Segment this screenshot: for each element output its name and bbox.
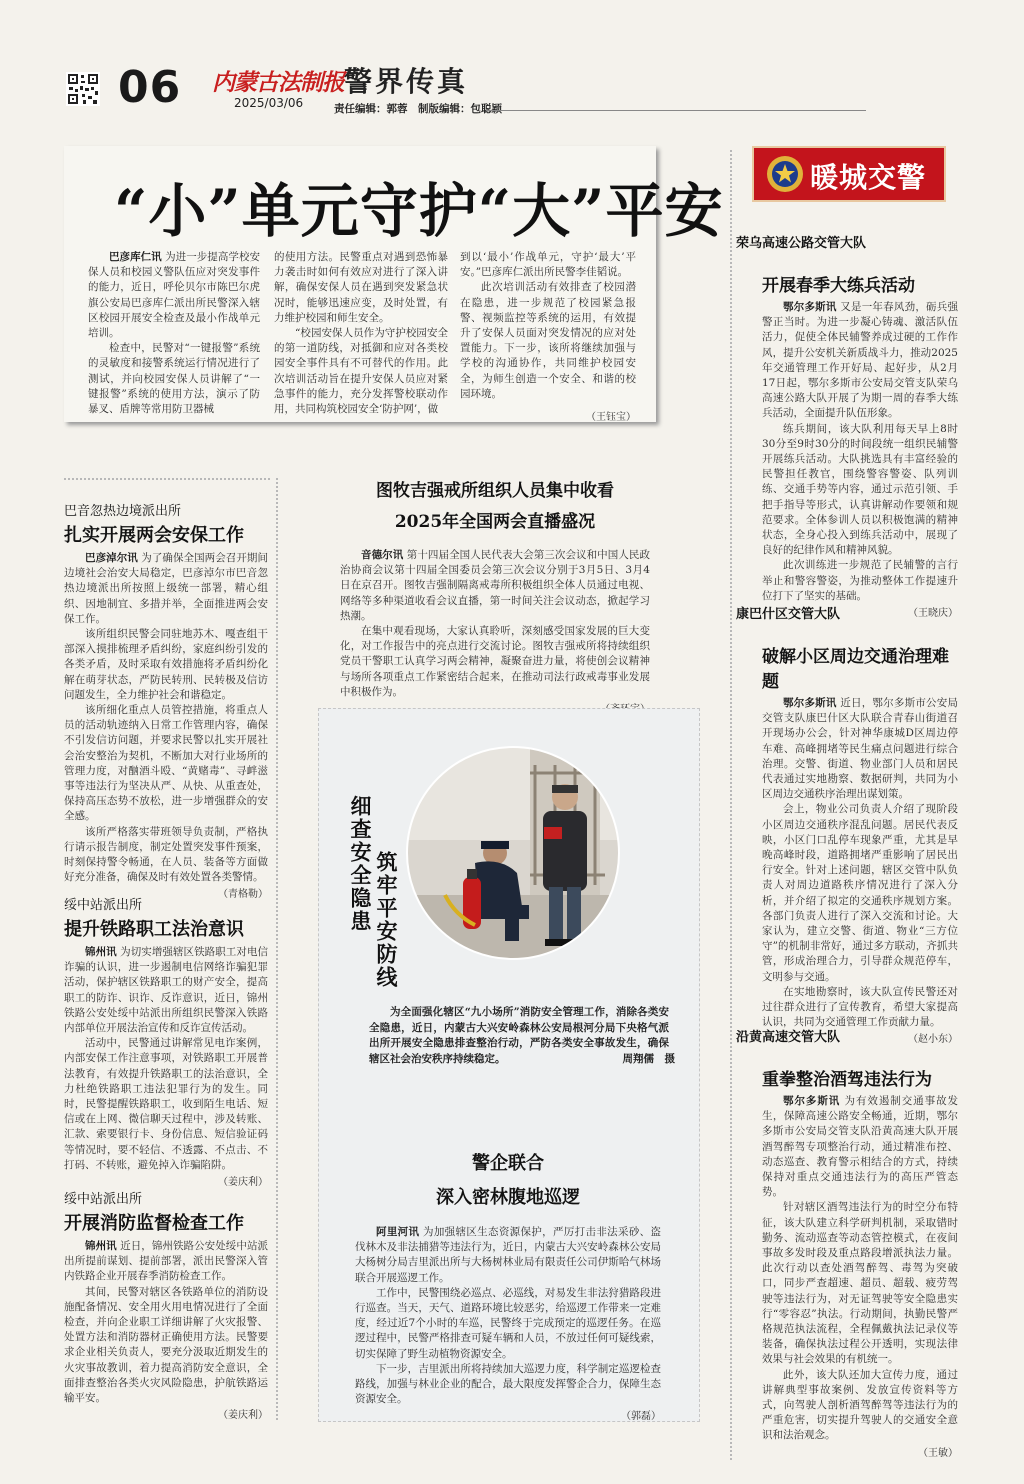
left-s3-byline: （姜庆利）	[218, 1410, 268, 1422]
photo-side-caption-a: 细查安全隐患	[348, 795, 373, 933]
center-section-1	[340, 476, 650, 717]
top-story-byline: （王钰宝）	[586, 412, 636, 424]
top-story-col3: 到以‘最小’作战单元，守护‘最大’平安。”巴彦库仁派出所民警李佳韬说。 此次培训活动有效排查了校园潜在隐患，进一步规范了校园紧急报警、视频监控等系统的运用，有效提升了安保人员面对突发情况的应对处置能力。下一步，该所将继续加强与学校的沟通协作，共同维护校园安全，为师生创造一个安全、和谐的校园环境。 （王钰宝）	[460, 250, 636, 425]
right-section-3	[736, 1026, 959, 1461]
center-s2-title-1: 警企联合	[472, 1153, 544, 1174]
right-s1-title: 开展春季大练兵活动	[762, 276, 915, 296]
right-s2-bar: 康巴什区交管大队	[736, 607, 841, 622]
photo-feature-box	[318, 708, 700, 1422]
editor-credits: 责任编辑：郭蓉 制版编辑：包聪颖	[334, 103, 502, 115]
right-s1-byline: （王晓庆）	[908, 608, 958, 620]
left-s2-title: 提升铁路职工法治意识	[64, 919, 244, 940]
banner-title: 暖城交警	[810, 161, 927, 194]
page-number: 06	[118, 62, 182, 113]
left-s2-kicker: 绥中站派出所	[64, 898, 143, 913]
header-rule	[486, 110, 866, 111]
left-col-divider	[276, 478, 278, 1420]
masthead-logo: 内蒙古法制报	[212, 69, 344, 96]
left-s1-body: 巴彦淖尔讯 为了确保全国两会召开期间边境社会治安大局稳定，巴彦淖尔市巴音忽热边境派出所按照上级统一部署，精心组织、因地制宜、多措并举，全面推进两会安保工作。 该所组织民警会同驻地苏木、嘎查组干部深入摸排梳理矛盾纠纷，家庭纠纷引发的各类矛盾，及时采取有效措施将矛盾纠纷化解在萌芽状态，严防民转刑、民转极及信访问题发生，全力维护社会和谐稳定。 该所细化重点人员管控措施，将重点人员的活动轨迹纳入日常工作管理内容，确保不引发信访问题，并要求民警以扎实开展社会治安整治为契机，不断加大对行业场所的管理力度，对酗酒斗殴、“黄赌毒”、寻衅滋事等违法行为坚决从严、从快、从重查处，保持高压态势不放松，进一步增强群众的安全感。 该所严格落实带班领导负责制，严格执行请示报告制度，制定处置突发事件预案，时刻保持警令畅通，在人员、装备等方面做好充分准备，确保及时有效处置各类警情。 （青格勒）	[64, 551, 268, 903]
top-story-box	[64, 146, 724, 424]
left-s2-body: 锦州讯 为切实增强辖区铁路职工对电信诈骗的认识，进一步遏制电信网络诈骗犯罪活动，保护辖区铁路职工的财产安全，提高职工的防诈、识诈、反诈意识，近日，锦州铁路公安处绥中站派出所组织民警深入铁路内部单位开展法治宣传和反诈宣传活动。 活动中，民警通过讲解常见电诈案例，内部安保工作注意事项，对铁路职工开展普法教育，有效提升铁路职工的法治意识，全力杜绝铁路职工违法犯罪行为的发生。同时，民警提醒铁路职工，收到陌生电话、短信或在上网、微信聊天过程中，涉及转账、汇款、索要银行卡、身份信息、短信验证码等情况时，要不轻信、不透露、不点击、不打码、不转账，避免掉入诈骗陷阱。 （姜庆利）	[64, 945, 268, 1190]
center-s1-body: 音德尔讯 第十四届全国人民代表大会第三次会议和中国人民政治协商会议第十四届全国委员会第三次会议分别于3月5日、3月4日在京召开。图牧吉强制隔离戒毒所积极组织全体人员通过电视、网络等多种渠道收看会议直播，第一时间关注会议动态，掀起学习热潮。 在集中观看现场，大家认真聆听，深刻感受国家发展的巨大变化，对工作报告中的亮点进行交流讨论。图牧吉强戒所将持续组织党员干警职工认真学习两会精神，凝聚奋进力量，将使创会议精神与场所各项重点工作紧密结合起来，在推动司法行政戒毒事业发展中积极作为。	[340, 548, 650, 717]
left-section-2	[64, 894, 268, 1190]
center-section-2	[343, 1149, 673, 1425]
left-section-1	[64, 500, 268, 903]
inspection-photo	[405, 745, 621, 961]
right-s1-bar: 荣乌高速公路交管大队	[736, 236, 867, 251]
police-badge-icon	[766, 155, 804, 193]
right-section-2	[736, 603, 959, 1048]
issue-date: 2025/03/06	[234, 96, 304, 110]
left-s1-kicker: 巴音忽热边境派出所	[64, 504, 182, 519]
left-s1-byline: （青格勒）	[218, 889, 268, 901]
right-s1-body: 鄂尔多斯讯 又是一年春风劲，砺兵强警正当时。为进一步凝心铸魂、激活队伍活力，促使全体民辅警养成过硬的工作作风，提升公安机关新质战斗力，推动2025年交通管理工作开好局、起好步，从2月17日起，鄂尔多斯市公安局交管支队荣乌高速公路大队开展了为期一周的春季大练兵活动，全面提升队伍形象。 练兵期间，该大队利用每天早上8时30分至9时30分的时间段统一组织民辅警开展练兵活动。大队挑选具有丰富经验的民警担任教官，围绕警容警姿、队列训练、交通手势等内容，通过示范引领、手把手指导等形式，认真讲解动作要领和规范要求。全体参训人员以积极饱满的精神状态，全身心投入到练兵活动中，展现了良好的纪律作风和精神风貌。 此次训练进一步规范了民辅警的言行举止和警容警姿，为推动整体工作提速升位打下了坚实的基础。 （王晓庆）	[762, 300, 958, 621]
center-s1-title-2: 2025年全国两会直播盛况	[394, 512, 596, 532]
left-s2-byline: （姜庆利）	[218, 1177, 268, 1189]
center-s2-title-2: 深入密林腹地巡逻	[436, 1187, 580, 1208]
right-col-divider	[730, 150, 732, 1460]
left-top-rule	[64, 478, 270, 480]
top-story-col2: 的使用方法。民警重点对遇到恐怖暴力袭击时如何有效应对进行了深入讲解，确保安保人员在遇到突发紧急状况时，能够迅速应变，及时处置，有力维护校园和师生安全。 “校园安保人员作为守护校园安全的第一道防线，对抵御和应对各类校园安全事件具有不可替代的作用。此次培训活动旨在提升安保人员应对紧急事件的能力，充分发挥警校联动作用，共同构筑校园安全‘防护网’，做	[274, 251, 448, 416]
page-header	[0, 0, 1024, 122]
section-title: 警界传真	[344, 65, 469, 98]
right-banner	[752, 146, 946, 202]
left-section-3	[64, 1188, 268, 1423]
top-story-headline: “小”单元守护“大”平安	[114, 177, 724, 245]
photo-side-caption-b: 筑牢平安防线	[374, 851, 399, 989]
top-story-col1: 巴彦库仁讯 为进一步提高学校安保人员和校园义警队伍应对突发事件的能力，近日，呼伦贝尔市陈巴尔虎旗公安局巴彦库仁派出所民警深入辖区校园开展安全检查及最小作战单元培训。 检查中，民警对“一键报警”系统的灵敏度和接警系统运行情况进行了测试，并向校园安保人员讲解了“一键报警”系统的使用方法，演示了防暴叉、盾牌等常用防卫器械	[88, 251, 260, 416]
left-s3-title: 开展消防监督检查工作	[64, 1213, 244, 1234]
right-s3-title: 重拳整治酒驾违法行为	[762, 1070, 932, 1090]
center-s2-body: 阿里河讯 为加强辖区生态资源保护，严厉打击非法采砂、盗伐林木及非法捕猎等违法行为，近日，内蒙古大兴安岭森林公安局大杨树分局吉里派出所与大杨树林业局有限责任公司伊斯哈气林场联合开展巡逻工作。 工作中，民警围绕必巡点、必巡线，对易发生非法狩猎路段进行巡查。当天，天气、道路环境比较恶劣，给巡逻工作带来一定难度，经过近7个小时的车巡，民警终于完成预定的巡逻任务。在巡逻过程中，民警严格排查可疑车辆和人员，不放过任何可疑线索，切实保障了野生动植物资源安全。 下一步，吉里派出所将持续加大巡逻力度，科学制定巡逻检查路线，加强与林业企业的配合，最大限度发挥警企合力，保障生态资源安全。 （郭磊）	[343, 1225, 673, 1425]
right-s3-body: 鄂尔多斯讯 为有效遏制交通事故发生，保障高速公路安全畅通，近期，鄂尔多斯市公安局交管支队沿黄高速大队开展酒驾醉驾专项整治行动，通过精准布控、动态巡查、教育警示相结合的方式，持续保持对重点交通违法行为的高压严管态势。 针对辖区酒驾违法行为的时空分布特征，该大队建立科学研判机制，采取错时勤务、流动巡查等动态管控模式，在夜间事故多发时段及重点路段增派执法力量。此次行动以查处酒驾醉驾、毒驾为突破口，同步严查超速、超员、超载、疲劳驾驶等违法行为，对无证驾驶等安全隐患实行“零容忍”执法。行动期间，执勤民警严格规范执法流程，全程佩戴执法记录仪等装备，确保执法过程公开透明，实现法律效果与社会效果的有机统一。 此外，该大队还加大宣传力度，通过讲解典型事故案例、发放宣传资料等方式，向驾驶人剖析酒驾醉驾等违法行为的严重危害，切实提升驾驶人的交通安全意识和法治观念。 （王敏）	[762, 1094, 958, 1461]
right-s3-bar: 沿黄高速交管大队	[736, 1030, 841, 1045]
right-s2-title: 破解小区周边交通治理难题	[762, 647, 949, 692]
qr-code-icon[interactable]	[66, 72, 100, 106]
right-section-1	[736, 232, 959, 621]
right-s2-body: 鄂尔多斯讯 近日，鄂尔多斯市公安局交管支队康巴什区大队联合青春山街道召开现场办公会，针对神华康城D区周边停车难、高峰拥堵等民生痛点问题进行综合治理。交警、街道、物业部门人员和居民代表通过实地勘察、数据研判，共同为小区周边交通秩序治理出谋划策。 会上，物业公司负责人介绍了现阶段小区周边交通秩序混乱问题。居民代表反映，小区门口乱停车现象严重，尤其是早晚高峰时段，道路拥堵严重影响了居民出行安全。针对上述问题，辖区交管中队负责人对周边道路秩序情况进行了深入分析，并介绍了拟定的交通秩序规划方案。各部门负责人进行了深入交流和讨论。大家认为，建立交警、街道、物业“三方位守”的机制非常好，通过多方联动，齐抓共管，形成治理合力，引导群众规范停车，文明参与交通。 在实地勘察时，该大队宣传民警还对过往群众进行了宣传教育，希望大家提高认识，共同为交通管理工作贡献力量。 （赵小东）	[762, 696, 958, 1048]
center-s1-title-1: 图牧吉强戒所组织人员集中收看	[376, 481, 614, 501]
left-s3-body: 锦州讯 近日，锦州铁路公安处绥中站派出所提前谋划、提前部署，派出民警深入管内铁路企业开展春季消防检查工作。 其间，民警对辖区各铁路单位的消防设施配备情况、安全用火用电情况进行了全面检查，并向企业职工详细讲解了火灾报警、处置方法和消防器材正确使用方法。民警要求企业相关负责人，要充分汲取近期发生的火灾事故教训，着力提高消防安全意识，全面排查整治各类火灾风险隐患，护航铁路运输平安。 （姜庆利）	[64, 1239, 268, 1423]
photo-caption: 为全面强化辖区“九小场所”消防安全管理工作，消除各类安全隐患，近日，内蒙古大兴安岭森林公安局根河分局下央格气派出所开展安全隐患排查整治行动，严防各类安全事故发生，确保辖区社会治安秩序持续稳定。 周翔儒 摄	[369, 1005, 669, 1067]
right-s2-byline: （赵小东）	[908, 1034, 958, 1046]
left-s3-kicker: 绥中站派出所	[64, 1192, 143, 1207]
photo-credit: 周翔儒 摄	[622, 1052, 675, 1065]
left-s1-title: 扎实开展两会安保工作	[64, 525, 244, 546]
center-s2-byline: （郭磊）	[621, 1411, 661, 1423]
right-s3-byline: （王敏）	[918, 1447, 958, 1459]
